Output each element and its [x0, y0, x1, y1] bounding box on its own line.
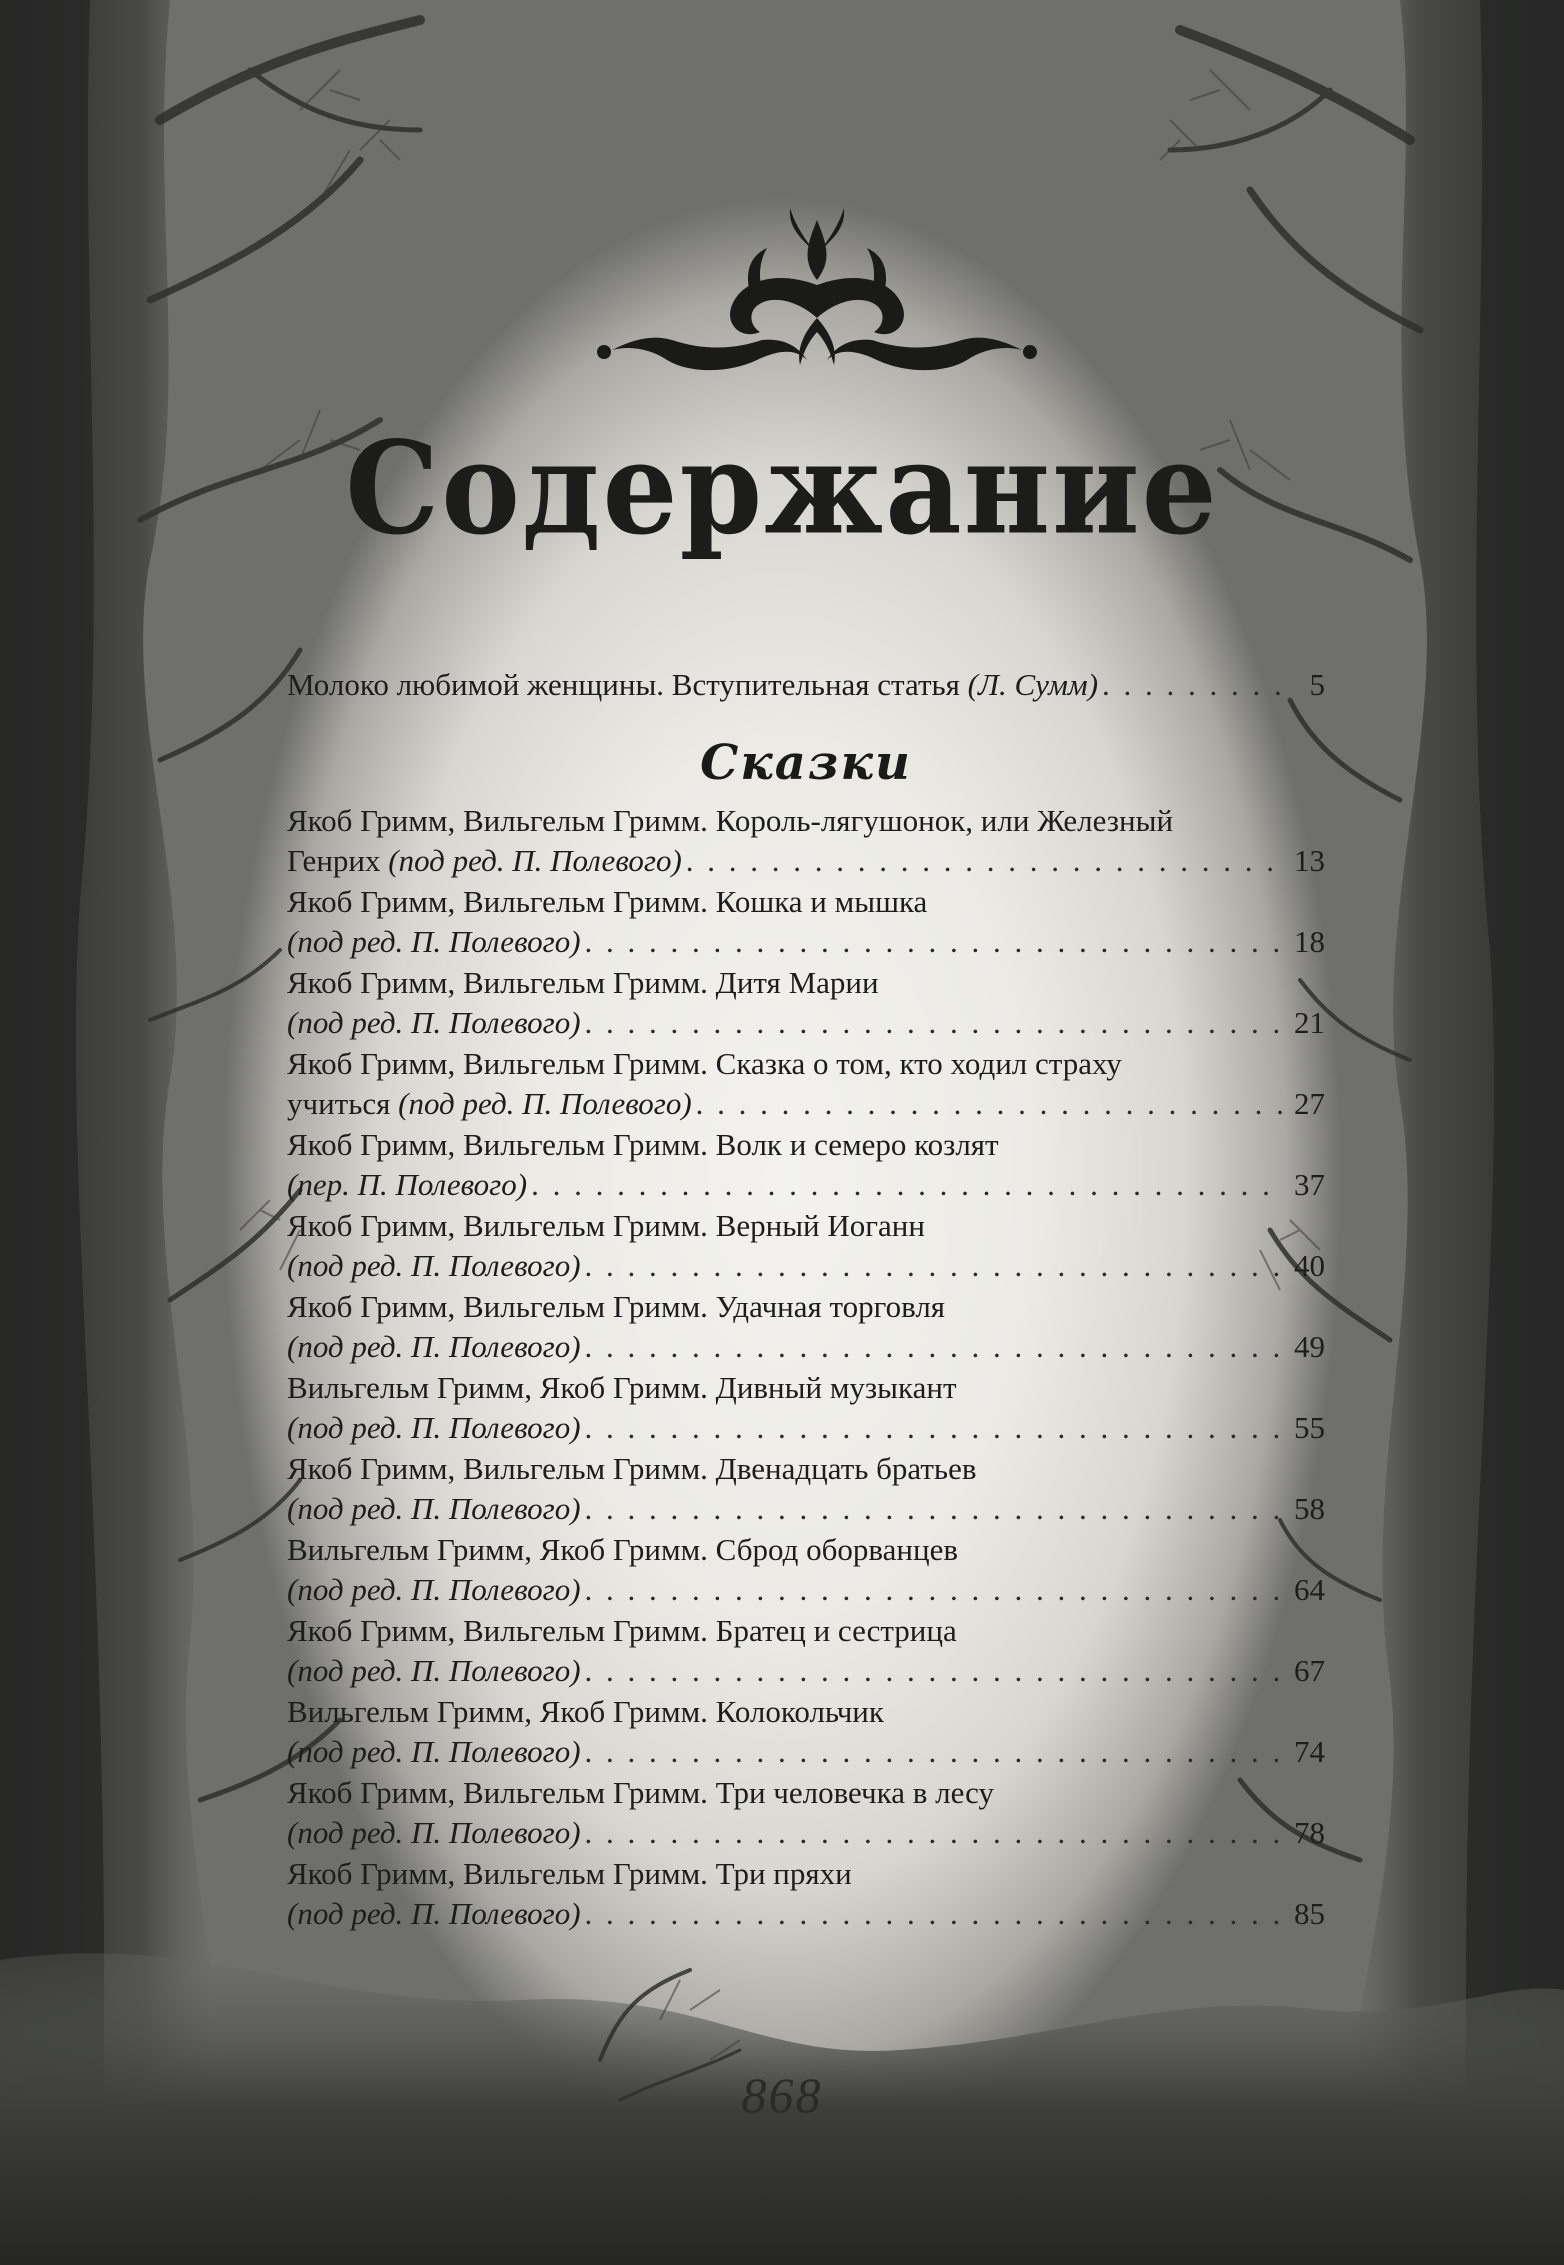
entry-title: Якоб Гримм, Вильгельм Гримм. Волк и семеро козлят: [287, 1127, 999, 1162]
entry-page: 64: [1294, 1572, 1325, 1607]
toc-entry[interactable]: [287, 1125, 1325, 1205]
entry-title: Вильгельм Гримм, Якоб Гримм. Колокольчик: [287, 1694, 884, 1729]
dot-leader: [585, 1813, 1285, 1853]
dot-leader: [585, 922, 1285, 962]
entry-note: (под ред. П. Полевого): [287, 1896, 581, 1931]
dot-leader: [585, 1894, 1285, 1934]
entry-note: (под ред. П. Полевого): [398, 1086, 692, 1121]
toc-entry[interactable]: [287, 1773, 1325, 1853]
dot-leader: [531, 1165, 1285, 1205]
dot-leader: [585, 1408, 1285, 1448]
toc-entry[interactable]: [287, 1368, 1325, 1448]
toc-entry[interactable]: [287, 1692, 1325, 1772]
entry-title: Якоб Гримм, Вильгельм Гримм. Кошка и мышка: [287, 884, 928, 919]
entry-note: (под ред. П. Полевого): [287, 1329, 581, 1364]
entry-page: 37: [1294, 1167, 1325, 1202]
toc-entry[interactable]: [287, 882, 1325, 962]
table-of-contents: [287, 665, 1325, 1935]
entry-page: 27: [1294, 1086, 1325, 1121]
entry-page: 58: [1294, 1491, 1325, 1526]
toc-entry[interactable]: [287, 801, 1325, 881]
dot-leader: [1102, 665, 1285, 705]
entry-page: 18: [1294, 924, 1325, 959]
entry-note: (под ред. П. Полевого): [287, 1005, 581, 1040]
entry-page: 49: [1294, 1329, 1325, 1364]
toc-intro-entry[interactable]: [287, 665, 1325, 705]
entry-note: (под ред. П. Полевого): [287, 1410, 581, 1445]
entry-page: 55: [1294, 1410, 1325, 1445]
entry-title: Вильгельм Гримм, Якоб Гримм. Дивный музыкант: [287, 1370, 957, 1405]
entry-title: Вильгельм Гримм, Якоб Гримм. Сброд оборванцев: [287, 1532, 958, 1567]
dot-leader: [686, 841, 1285, 881]
toc-entry[interactable]: [287, 1287, 1325, 1367]
entry-title: Молоко любимой женщины. Вступительная статья: [287, 667, 968, 702]
toc-entry[interactable]: [287, 1611, 1325, 1691]
entry-title: Якоб Гримм, Вильгельм Гримм. Три пряхи: [287, 1856, 852, 1891]
entry-title: Якоб Гримм, Вильгельм Гримм. Сказка о том, кто ходил страху: [287, 1046, 1122, 1081]
entry-title: Якоб Гримм, Вильгельм Гримм. Братец и сестрица: [287, 1613, 957, 1648]
entry-page: 5: [1309, 667, 1325, 702]
entry-note: (под ред. П. Полевого): [287, 1734, 581, 1769]
entry-title-cont: учиться: [287, 1086, 399, 1121]
dot-leader: [585, 1003, 1285, 1043]
entry-page: 67: [1294, 1653, 1325, 1688]
dot-leader: [585, 1246, 1285, 1286]
entry-page: 21: [1294, 1005, 1325, 1040]
entry-page: 40: [1294, 1248, 1325, 1283]
toc-entry[interactable]: [287, 1854, 1325, 1934]
entry-title: Якоб Гримм, Вильгельм Гримм. Три человечка в лесу: [287, 1775, 994, 1810]
entry-title: Якоб Гримм, Вильгельм Гримм. Дитя Марии: [287, 965, 879, 1000]
entry-title: Якоб Гримм, Вильгельм Гримм. Король-лягушонок, или Железный: [287, 803, 1174, 838]
toc-entries: [287, 801, 1325, 1934]
entry-note: (под ред. П. Полевого): [287, 1653, 581, 1688]
entry-page: 85: [1294, 1896, 1325, 1931]
dot-leader: [585, 1570, 1285, 1610]
entry-note: (под ред. П. Полевого): [287, 1248, 581, 1283]
entry-page: 13: [1294, 843, 1325, 878]
dot-leader: [696, 1084, 1285, 1124]
entry-note: (под ред. П. Полевого): [287, 1491, 581, 1526]
entry-page: 78: [1294, 1815, 1325, 1850]
page-number: 868: [741, 2067, 823, 2123]
dot-leader: [585, 1732, 1285, 1772]
entry-note: (под ред. П. Полевого): [287, 1572, 581, 1607]
entry-note: (Л. Сумм): [967, 667, 1099, 702]
entry-note: (под ред. П. Полевого): [287, 1815, 581, 1850]
dot-leader: [585, 1489, 1285, 1529]
toc-entry[interactable]: [287, 1044, 1325, 1124]
entry-note: (под ред. П. Полевого): [388, 843, 682, 878]
page-title: Содержание: [345, 412, 1219, 563]
dot-leader: [585, 1327, 1285, 1367]
dot-leader: [585, 1651, 1285, 1691]
toc-entry[interactable]: [287, 1530, 1325, 1610]
toc-entry[interactable]: [287, 1206, 1325, 1286]
decorative-ornament-icon: [592, 200, 1042, 390]
entry-note: (под ред. П. Полевого): [287, 924, 581, 959]
entry-page: 74: [1294, 1734, 1325, 1769]
entry-title: Якоб Гримм, Вильгельм Гримм. Удачная торговля: [287, 1289, 946, 1324]
section-heading: Сказки: [700, 735, 912, 791]
entry-title-cont: Генрих: [287, 843, 389, 878]
entry-note: (пер. П. Полевого): [287, 1167, 528, 1202]
entry-title: Якоб Гримм, Вильгельм Гримм. Верный Иоганн: [287, 1208, 925, 1243]
toc-entry[interactable]: [287, 963, 1325, 1043]
toc-entry[interactable]: [287, 1449, 1325, 1529]
entry-title: Якоб Гримм, Вильгельм Гримм. Двенадцать братьев: [287, 1451, 977, 1486]
